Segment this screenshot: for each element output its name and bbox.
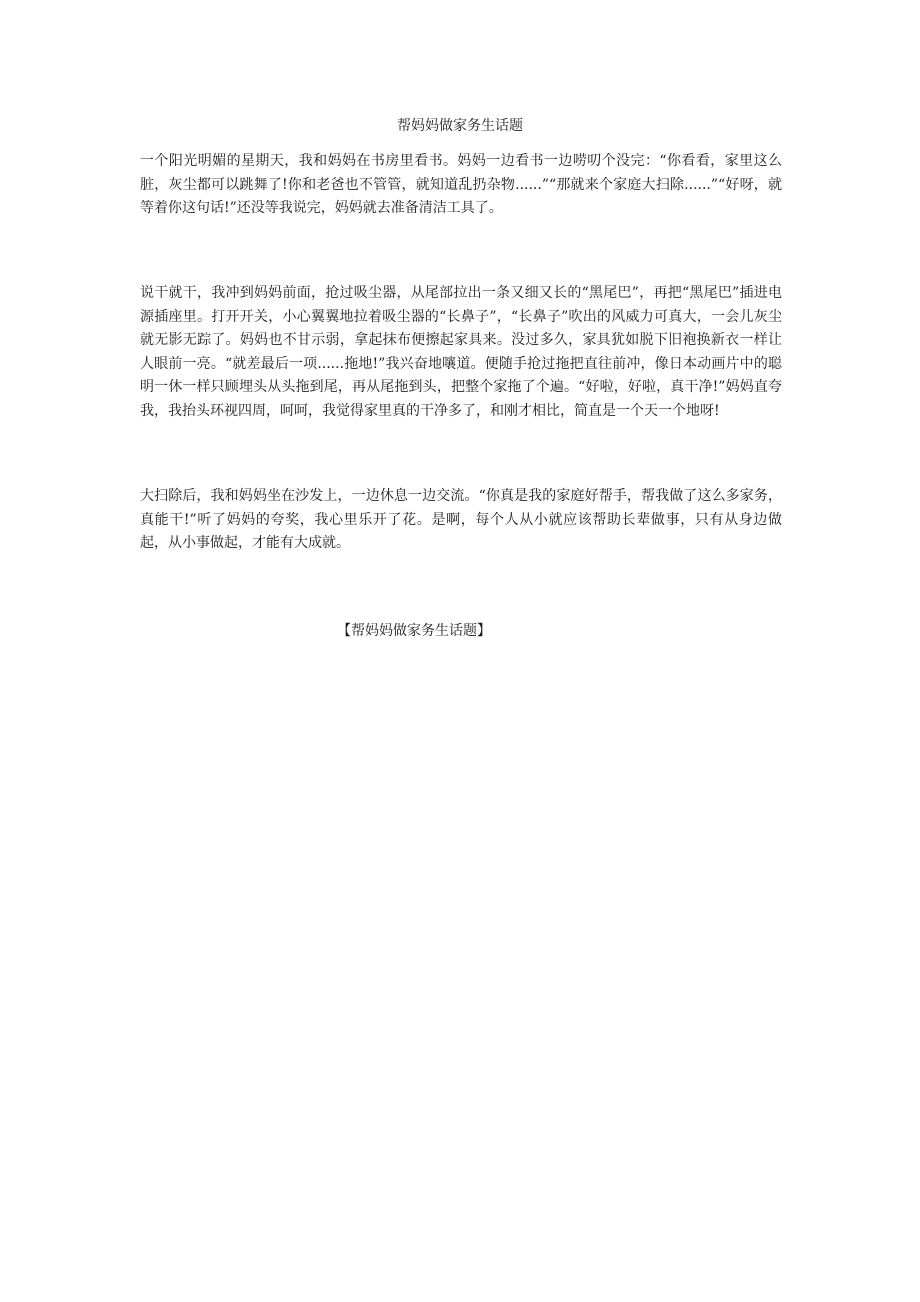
paragraph-1: 一个阳光明媚的星期天，我和妈妈在书房里看书。妈妈一边看书一边唠叨个没完：“你看看，家里这么脏，灰尘都可以跳舞了!你和老爸也不管管，就知道乱扔杂物......”“那就来个家庭大扫除......”“好呀，就等着你这句话!”还没等我说完，妈妈就去准备清洁工具了。 (140, 153, 782, 216)
paragraph-2: 说干就干，我冲到妈妈前面，抢过吸尘器，从尾部拉出一条又细又长的“黑尾巴”，再把“黑尾巴”插进电源插座里。打开开关，小心翼翼地拉着吸尘器的“长鼻子”，“长鼻子”吹出的风威力可真大，一会儿灰尘就无影无踪了。妈妈也不甘示弱，拿起抹布便擦起家具来。没过多久，家具犹如脱下旧袍换新衣一样让人眼前一亮。“就差最后一项......拖地!”我兴奋地嚷道。便随手抢过拖把直往前冲，像日本动画片中的聪明一休一样只顾埋头从头拖到尾，再从尾拖到头，把整个家拖了个遍。“好啦，好啦，真干净!”妈妈直夸我，我抬头环视四周，呵呵，我觉得家里真的干净多了，和刚才相比，简直是一个天一个地呀! (140, 285, 782, 419)
page-title: 帮妈妈做家务生话题 (397, 118, 523, 134)
paragraph-3: 大扫除后，我和妈妈坐在沙发上，一边休息一边交流。“你真是我的家庭好帮手，帮我做了这么多家务，真能干!”听了妈妈的夸奖，我心里乐开了花。是啊，每个人从小就应该帮助长辈做事，只有从身边做起，从小事做起，才能有大成就。 (140, 488, 782, 551)
footer-title: 【帮妈妈做家务生话题】 (337, 623, 491, 639)
